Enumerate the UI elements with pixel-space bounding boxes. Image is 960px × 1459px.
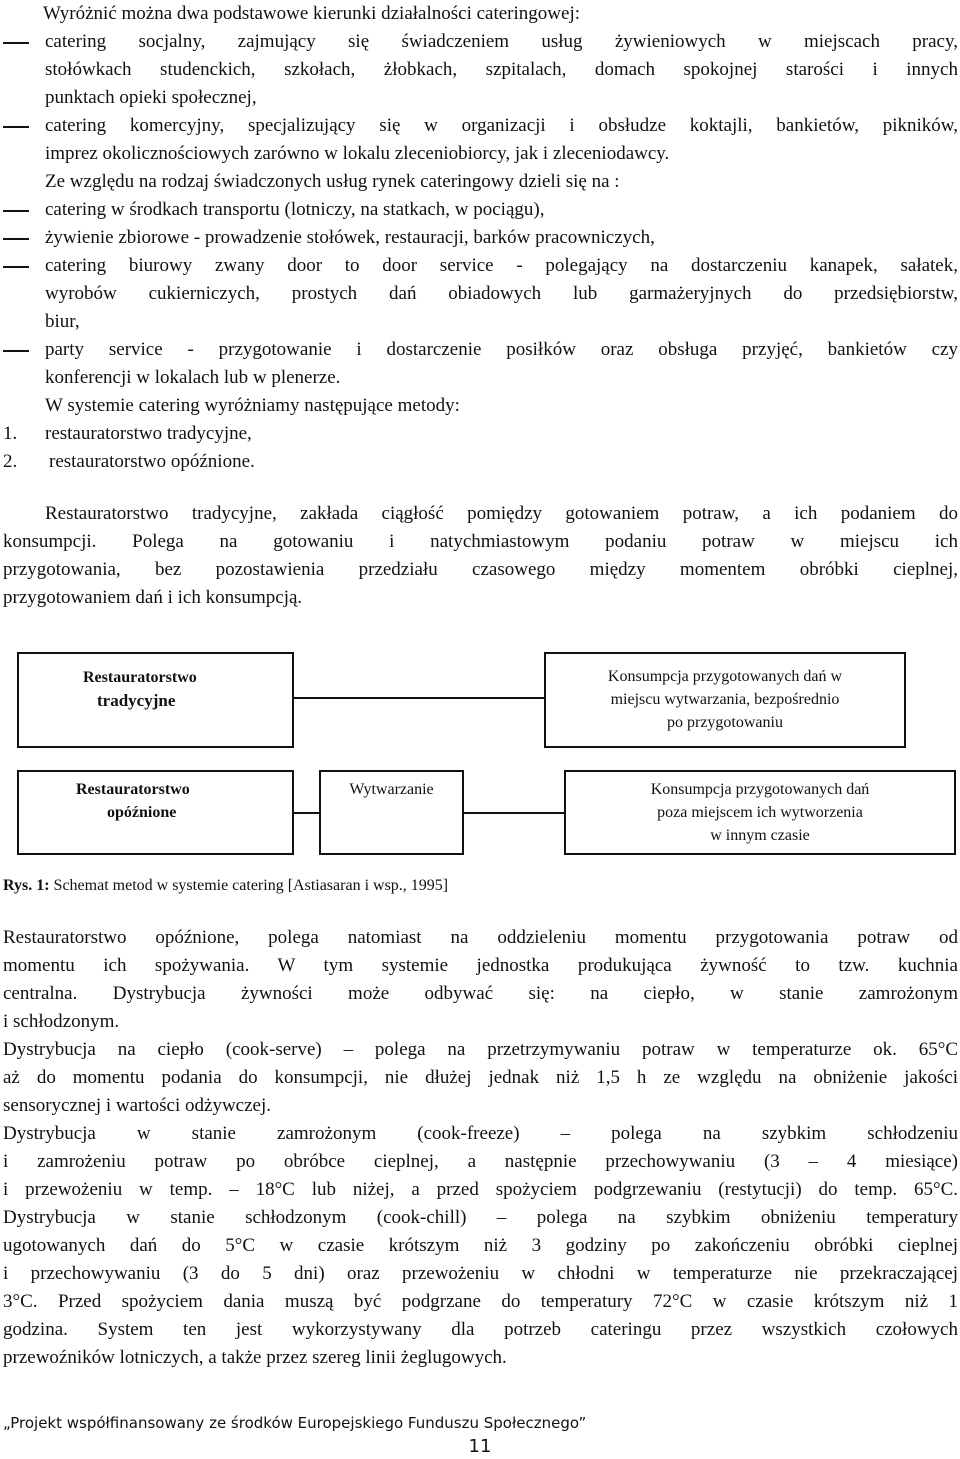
paragraph-line: godzina. System ten jest wykorzystywany dla potrzeb cateringu przez wszystkich czołowych bbox=[3, 1319, 958, 1340]
footer-project: „Projekt współfinansowany ze środków Europejskiego Funduszu Społecznego” bbox=[3, 1414, 587, 1432]
list-item-continuation: wyrobów cukierniczych, prostych dań obiadowych lub garmażeryjnych do przedsiębiorstw, bbox=[45, 283, 958, 304]
paragraph-line: Restauratorstwo opóźnione, polega natomiast na oddzieleniu momentu przygotowania potraw od bbox=[3, 927, 958, 948]
list-item-continuation: punktach opieki społecznej, bbox=[45, 87, 257, 108]
paragraph-line: i schłodzonym. bbox=[3, 1011, 120, 1032]
paragraph-line: przygotowaniem dań i ich konsumpcją. bbox=[3, 587, 303, 608]
paragraph-line: ugotowanych dań do 5°C w czasie krótszym niż 3 godziny po zakończeniu obróbki cieplnej bbox=[3, 1235, 958, 1256]
paragraph-line: i zamrożeniu potraw po obróbce cieplnej, a następnie przechowywaniu (3 – 4 miesiące) bbox=[3, 1151, 958, 1172]
caption-label: Rys. 1: bbox=[3, 877, 50, 894]
box-traditional: Restauratorstwo tradycyjne bbox=[17, 652, 294, 748]
dash-bullet-icon bbox=[3, 238, 29, 240]
paragraph-line: przewoźników lotniczych, a także przez szereg linii żeglugowych. bbox=[3, 1347, 507, 1368]
dash-bullet-icon bbox=[3, 126, 29, 128]
paragraph-line: i przewożeniu w temp. – 18°C lub niżej, a przed spożyciem podgrzewaniu (restytucji) do temp. 65°C. bbox=[3, 1179, 958, 1200]
paragraph-line: Restauratorstwo tradycyjne, zakłada ciągłość pomiędzy gotowaniem potraw, a ich podaniem do bbox=[45, 503, 958, 524]
paragraph-line: aż do momentu podania do konsumpcji, nie dłużej jednak niż 1,5 h ze względu na obniżenie jakości bbox=[3, 1067, 958, 1088]
box-delayed-result: Konsumpcja przygotowanych dań poza miejscem ich wytworzenia w innym czasie bbox=[564, 770, 956, 855]
list-item-continuation: stołówkach studenckich, szkołach, żłobkach, szpitalach, domach spokojnej starości i innych bbox=[45, 59, 958, 80]
box-delayed: Restauratorstwo opóźnione bbox=[17, 770, 294, 855]
paragraph-line: przygotowania, bez pozostawienia przedziału czasowego między momentem obróbki cieplnej, bbox=[3, 559, 958, 580]
list-item-continuation: biur, bbox=[45, 311, 80, 332]
intro-heading: Wyróżnić można dwa podstawowe kierunki działalności cateringowej: bbox=[43, 3, 581, 24]
paragraph-line: momentu ich spożywania. W tym systemie jednostka produkująca żywność to tzw. kuchnia bbox=[3, 955, 958, 976]
page-number: 11 bbox=[468, 1436, 492, 1457]
paragraph-line: sensorycznej i wartości odżywczej. bbox=[3, 1095, 272, 1116]
dash-bullet-icon bbox=[3, 266, 29, 268]
paragraph-line: Dystrybucja w stanie schłodzonym (cook-chill) – polega na szybkim obniżeniu temperatury bbox=[3, 1207, 958, 1228]
box-production: Wytwarzanie bbox=[319, 770, 464, 855]
caption-text: Schemat metod w systemie catering [Astiasaran i wsp., 1995] bbox=[49, 877, 449, 894]
dash-bullet-icon bbox=[3, 210, 29, 212]
paragraph-line: Dystrybucja w stanie zamrożonym (cook-freeze) – polega na szybkim schłodzeniu bbox=[3, 1123, 958, 1144]
connector-line bbox=[293, 812, 320, 814]
list-item-continuation: imprez okolicznościowych zarówno w lokalu zleceniobiorcy, jak i zleceniodawcy. bbox=[45, 143, 670, 164]
paragraph-line: i przechowywaniu (3 do 5 dni) oraz przewożeniu w chłodni w temperaturze nie przekraczającej bbox=[3, 1263, 958, 1284]
paragraph-line: 3°C. Przed spożyciem dania muszą być podgrzane do temperatury 72°C w czasie krótszym niż 1 bbox=[3, 1291, 958, 1312]
dash-bullet-icon bbox=[3, 350, 29, 352]
box-traditional-result: Konsumpcja przygotowanych dań w miejscu wytwarzania, bezpośrednio po przygotowaniu bbox=[544, 652, 906, 748]
paragraph-line: centralna. Dystrybucja żywności może odbywać się: na ciepło, w stanie zamrożonym bbox=[3, 983, 958, 1004]
figure-caption bbox=[3, 872, 960, 900]
connector-line bbox=[293, 697, 545, 699]
dash-bullet-icon bbox=[3, 42, 29, 44]
paragraph-line: Dystrybucja na ciepło (cook-serve) – polega na przetrzymywaniu potraw w temperaturze ok. 65°C bbox=[3, 1039, 958, 1060]
intro-heading-2: Ze względu na rodzaj świadczonych usług rynek cateringowy dzieli się na : bbox=[45, 171, 620, 192]
paragraph-line: konsumpcji. Polega na gotowaniu i natychmiastowym podaniu potraw w miejscu ich bbox=[3, 531, 958, 552]
methods-heading: W systemie catering wyróżniamy następujące metody: bbox=[45, 395, 460, 416]
connector-line bbox=[463, 812, 565, 814]
list-item-continuation: konferencji w lokalach lub w plenerze. bbox=[45, 367, 341, 388]
